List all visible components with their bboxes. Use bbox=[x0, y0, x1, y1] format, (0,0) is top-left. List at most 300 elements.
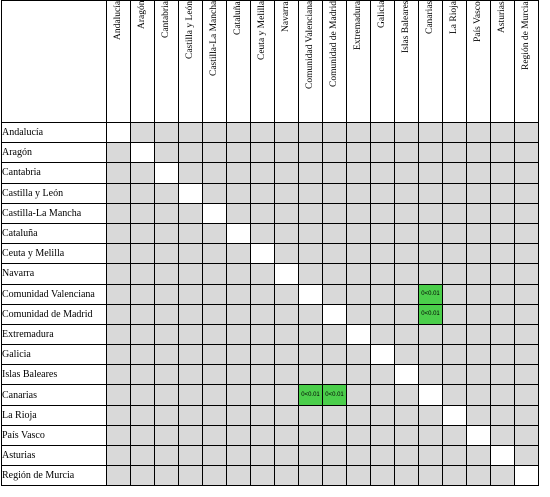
matrix-cell bbox=[155, 446, 179, 466]
matrix-cell bbox=[347, 385, 371, 405]
matrix-cell bbox=[275, 203, 299, 223]
matrix-cell bbox=[515, 284, 539, 304]
matrix-cell bbox=[179, 405, 203, 425]
matrix-cell bbox=[155, 324, 179, 344]
matrix-cell bbox=[275, 143, 299, 163]
matrix-cell bbox=[395, 223, 419, 243]
matrix-cell bbox=[347, 365, 371, 385]
matrix-cell bbox=[299, 324, 323, 344]
matrix-cell bbox=[467, 264, 491, 284]
matrix-cell bbox=[395, 405, 419, 425]
matrix-cell bbox=[299, 425, 323, 445]
matrix-cell bbox=[251, 284, 275, 304]
table-row bbox=[2, 163, 539, 183]
matrix-cell bbox=[179, 264, 203, 284]
matrix-cell bbox=[371, 324, 395, 344]
row-header-label: Galicia bbox=[2, 345, 107, 365]
matrix-cell bbox=[227, 405, 251, 425]
matrix-cell bbox=[347, 223, 371, 243]
matrix-cell bbox=[179, 446, 203, 466]
matrix-cell bbox=[395, 446, 419, 466]
matrix-cell bbox=[515, 385, 539, 405]
matrix-cell bbox=[155, 425, 179, 445]
diagonal-cell bbox=[467, 425, 491, 445]
table-row bbox=[2, 324, 539, 344]
row-header-label: Castilla y León bbox=[2, 183, 107, 203]
matrix-cell bbox=[179, 304, 203, 324]
column-header-label: La Rioja bbox=[449, 1, 459, 34]
matrix-cell bbox=[107, 163, 131, 183]
matrix-cell bbox=[275, 345, 299, 365]
matrix-cell bbox=[275, 446, 299, 466]
matrix-cell bbox=[419, 466, 443, 486]
matrix-cell bbox=[323, 324, 347, 344]
matrix-cell bbox=[227, 304, 251, 324]
matrix-cell bbox=[371, 385, 395, 405]
column-header-label: Canarias bbox=[425, 1, 435, 35]
column-header-label: Región de Murcia bbox=[521, 1, 531, 70]
matrix-cell bbox=[419, 183, 443, 203]
matrix-cell bbox=[347, 183, 371, 203]
table-row bbox=[2, 425, 539, 445]
table-row bbox=[2, 385, 539, 405]
matrix-cell bbox=[515, 264, 539, 284]
matrix-cell bbox=[443, 264, 467, 284]
row-header-label: Extremadura bbox=[2, 324, 107, 344]
matrix-cell bbox=[395, 143, 419, 163]
matrix-cell bbox=[347, 405, 371, 425]
matrix-cell bbox=[299, 466, 323, 486]
diagonal-cell bbox=[275, 264, 299, 284]
matrix-cell bbox=[155, 244, 179, 264]
matrix-cell bbox=[395, 385, 419, 405]
matrix-cell bbox=[275, 405, 299, 425]
matrix-cell bbox=[323, 284, 347, 304]
column-header-label: Cataluña bbox=[233, 1, 243, 35]
table-row bbox=[2, 365, 539, 385]
matrix-cell bbox=[395, 324, 419, 344]
matrix-cell bbox=[443, 385, 467, 405]
matrix-cell bbox=[491, 304, 515, 324]
matrix-cell bbox=[203, 466, 227, 486]
matrix-cell bbox=[491, 324, 515, 344]
matrix-cell bbox=[107, 223, 131, 243]
column-header-label: Castilla-La Mancha bbox=[209, 1, 219, 77]
column-header-label: País Vasco bbox=[473, 1, 483, 42]
matrix-cell bbox=[251, 264, 275, 284]
matrix-cell bbox=[107, 244, 131, 264]
region-pairwise-table bbox=[1, 0, 539, 486]
matrix-cell bbox=[347, 123, 371, 143]
diagonal-cell bbox=[395, 365, 419, 385]
significant-cell: 0<0.01 bbox=[299, 385, 323, 405]
matrix-cell bbox=[251, 466, 275, 486]
column-header-label: Cantabria bbox=[161, 1, 171, 38]
matrix-cell bbox=[443, 284, 467, 304]
matrix-cell bbox=[203, 365, 227, 385]
matrix-cell bbox=[179, 466, 203, 486]
matrix-cell bbox=[131, 324, 155, 344]
matrix-cell bbox=[443, 163, 467, 183]
column-header bbox=[467, 1, 491, 123]
column-header bbox=[491, 1, 515, 123]
matrix-cell bbox=[371, 123, 395, 143]
matrix-cell bbox=[347, 244, 371, 264]
matrix-body bbox=[2, 123, 539, 486]
matrix-cell bbox=[443, 244, 467, 264]
matrix-cell bbox=[275, 163, 299, 183]
matrix-cell bbox=[443, 446, 467, 466]
row-header-label: Castilla-La Mancha bbox=[2, 203, 107, 223]
table-row bbox=[2, 244, 539, 264]
matrix-cell bbox=[203, 143, 227, 163]
matrix-cell bbox=[155, 365, 179, 385]
matrix-cell bbox=[371, 365, 395, 385]
matrix-cell bbox=[155, 304, 179, 324]
significant-cell: 0<0.01 bbox=[323, 385, 347, 405]
matrix-cell bbox=[131, 203, 155, 223]
matrix-cell bbox=[419, 324, 443, 344]
matrix-cell bbox=[347, 345, 371, 365]
matrix-cell bbox=[467, 446, 491, 466]
column-header-row bbox=[2, 1, 539, 123]
matrix-cell bbox=[467, 203, 491, 223]
diagonal-cell bbox=[371, 345, 395, 365]
matrix-cell bbox=[323, 264, 347, 284]
matrix-cell bbox=[107, 284, 131, 304]
matrix-cell bbox=[203, 223, 227, 243]
matrix-cell bbox=[275, 183, 299, 203]
matrix-cell bbox=[323, 446, 347, 466]
matrix-cell bbox=[275, 385, 299, 405]
column-header bbox=[347, 1, 371, 123]
matrix-cell bbox=[179, 345, 203, 365]
matrix-cell bbox=[323, 223, 347, 243]
diagonal-cell bbox=[347, 324, 371, 344]
matrix-cell bbox=[515, 163, 539, 183]
matrix-cell bbox=[299, 446, 323, 466]
significant-cell: 0<0.01 bbox=[419, 284, 443, 304]
matrix-cell bbox=[251, 345, 275, 365]
matrix-cell bbox=[515, 324, 539, 344]
matrix-cell bbox=[299, 223, 323, 243]
matrix-cell bbox=[323, 405, 347, 425]
matrix-cell bbox=[323, 143, 347, 163]
matrix-cell bbox=[131, 385, 155, 405]
matrix-cell bbox=[491, 123, 515, 143]
matrix-cell bbox=[251, 223, 275, 243]
diagonal-cell bbox=[107, 123, 131, 143]
column-header-label: Andalucía bbox=[113, 1, 123, 41]
column-header bbox=[419, 1, 443, 123]
matrix-cell bbox=[203, 183, 227, 203]
matrix-cell bbox=[371, 244, 395, 264]
matrix-cell bbox=[467, 365, 491, 385]
column-header bbox=[227, 1, 251, 123]
matrix-cell bbox=[491, 365, 515, 385]
diagonal-cell bbox=[131, 143, 155, 163]
matrix-cell bbox=[203, 244, 227, 264]
matrix-cell bbox=[395, 425, 419, 445]
matrix-cell bbox=[131, 264, 155, 284]
matrix-cell bbox=[515, 345, 539, 365]
matrix-cell bbox=[275, 244, 299, 264]
matrix-cell bbox=[251, 203, 275, 223]
matrix-cell bbox=[299, 183, 323, 203]
table-row bbox=[2, 304, 539, 324]
column-header bbox=[155, 1, 179, 123]
matrix-cell bbox=[155, 405, 179, 425]
matrix-cell bbox=[395, 163, 419, 183]
matrix-cell bbox=[227, 425, 251, 445]
matrix-cell bbox=[227, 466, 251, 486]
matrix-cell bbox=[419, 425, 443, 445]
matrix-cell bbox=[371, 163, 395, 183]
row-header-label: Aragón bbox=[2, 143, 107, 163]
matrix-cell bbox=[107, 324, 131, 344]
matrix-cell bbox=[515, 425, 539, 445]
matrix-cell bbox=[131, 123, 155, 143]
matrix-cell bbox=[179, 324, 203, 344]
matrix-cell bbox=[203, 163, 227, 183]
matrix-cell bbox=[107, 345, 131, 365]
table-row bbox=[2, 345, 539, 365]
matrix-cell bbox=[227, 163, 251, 183]
matrix-cell bbox=[347, 284, 371, 304]
row-header-label: Canarias bbox=[2, 385, 107, 405]
matrix-cell bbox=[155, 345, 179, 365]
column-header bbox=[395, 1, 419, 123]
matrix-cell bbox=[155, 284, 179, 304]
matrix-cell bbox=[179, 163, 203, 183]
matrix-cell bbox=[179, 425, 203, 445]
matrix-cell bbox=[131, 163, 155, 183]
matrix-cell bbox=[515, 143, 539, 163]
matrix-cell bbox=[491, 466, 515, 486]
matrix-cell bbox=[251, 304, 275, 324]
matrix-cell bbox=[467, 466, 491, 486]
matrix-cell bbox=[275, 466, 299, 486]
matrix-cell bbox=[419, 244, 443, 264]
matrix-cell bbox=[251, 143, 275, 163]
column-header-label: Galicia bbox=[377, 1, 387, 29]
matrix-cell bbox=[203, 425, 227, 445]
matrix-cell bbox=[443, 143, 467, 163]
matrix-cell bbox=[323, 345, 347, 365]
matrix-cell bbox=[107, 425, 131, 445]
table-row bbox=[2, 466, 539, 486]
matrix-cell bbox=[107, 365, 131, 385]
matrix-cell bbox=[395, 304, 419, 324]
matrix-cell bbox=[203, 324, 227, 344]
matrix-cell bbox=[251, 163, 275, 183]
matrix-cell bbox=[299, 304, 323, 324]
column-header-label: Ceuta y Melilla bbox=[257, 1, 267, 61]
matrix-cell bbox=[347, 304, 371, 324]
matrix-cell bbox=[515, 244, 539, 264]
column-header-label: Comunidad de Madrid bbox=[329, 1, 339, 88]
matrix-cell bbox=[395, 466, 419, 486]
matrix-cell bbox=[443, 183, 467, 203]
matrix-cell bbox=[467, 183, 491, 203]
matrix-cell bbox=[443, 425, 467, 445]
table-row bbox=[2, 183, 539, 203]
matrix-cell bbox=[491, 264, 515, 284]
matrix-cell bbox=[299, 365, 323, 385]
matrix-cell bbox=[515, 446, 539, 466]
matrix-cell bbox=[491, 143, 515, 163]
table-row bbox=[2, 405, 539, 425]
matrix-cell bbox=[227, 345, 251, 365]
matrix-cell bbox=[131, 244, 155, 264]
matrix-cell bbox=[131, 405, 155, 425]
matrix-cell bbox=[467, 223, 491, 243]
matrix-cell bbox=[491, 203, 515, 223]
matrix-cell bbox=[419, 345, 443, 365]
matrix-cell bbox=[227, 203, 251, 223]
matrix-cell bbox=[419, 203, 443, 223]
matrix-cell bbox=[443, 466, 467, 486]
matrix-cell bbox=[515, 365, 539, 385]
matrix-cell bbox=[179, 385, 203, 405]
column-header bbox=[203, 1, 227, 123]
matrix-cell bbox=[251, 385, 275, 405]
matrix-cell bbox=[347, 264, 371, 284]
row-header-label: Ceuta y Melilla bbox=[2, 244, 107, 264]
column-header-label: Islas Baleares bbox=[401, 1, 411, 54]
matrix-cell bbox=[227, 385, 251, 405]
matrix-cell bbox=[299, 345, 323, 365]
row-header-label: País Vasco bbox=[2, 425, 107, 445]
row-header-label: Cataluña bbox=[2, 223, 107, 243]
matrix-cell bbox=[347, 446, 371, 466]
matrix-cell bbox=[395, 244, 419, 264]
column-header bbox=[323, 1, 347, 123]
matrix-cell bbox=[491, 284, 515, 304]
row-header-label: Islas Baleares bbox=[2, 365, 107, 385]
matrix-cell bbox=[515, 223, 539, 243]
matrix-cell bbox=[155, 264, 179, 284]
matrix-cell bbox=[227, 365, 251, 385]
column-header-label: Asturias bbox=[497, 1, 507, 33]
matrix-cell bbox=[467, 304, 491, 324]
matrix-cell bbox=[443, 345, 467, 365]
matrix-cell bbox=[419, 264, 443, 284]
matrix-cell bbox=[371, 264, 395, 284]
matrix-cell bbox=[371, 304, 395, 324]
diagonal-cell bbox=[443, 405, 467, 425]
matrix-cell bbox=[515, 304, 539, 324]
matrix-cell bbox=[107, 405, 131, 425]
matrix-cell bbox=[299, 405, 323, 425]
matrix-cell bbox=[467, 123, 491, 143]
column-header bbox=[443, 1, 467, 123]
matrix-cell bbox=[419, 143, 443, 163]
row-header-label: Navarra bbox=[2, 264, 107, 284]
matrix-cell bbox=[323, 365, 347, 385]
diagonal-cell bbox=[227, 223, 251, 243]
matrix-cell bbox=[275, 304, 299, 324]
matrix-cell bbox=[299, 264, 323, 284]
matrix-cell bbox=[371, 425, 395, 445]
matrix-cell bbox=[179, 123, 203, 143]
matrix-cell bbox=[275, 123, 299, 143]
corner-cell bbox=[2, 1, 107, 123]
matrix-cell bbox=[299, 123, 323, 143]
matrix-cell bbox=[443, 123, 467, 143]
matrix-cell bbox=[203, 284, 227, 304]
matrix-cell bbox=[371, 446, 395, 466]
matrix-cell bbox=[467, 163, 491, 183]
matrix-cell bbox=[515, 405, 539, 425]
matrix-cell bbox=[227, 284, 251, 304]
column-header-label: Extremadura bbox=[353, 1, 363, 51]
matrix-cell bbox=[203, 304, 227, 324]
row-header-label: Región de Murcia bbox=[2, 466, 107, 486]
matrix-cell bbox=[419, 123, 443, 143]
matrix-cell bbox=[395, 345, 419, 365]
matrix-cell bbox=[179, 244, 203, 264]
matrix-cell bbox=[347, 466, 371, 486]
matrix-cell bbox=[251, 405, 275, 425]
column-header bbox=[131, 1, 155, 123]
matrix-cell bbox=[227, 183, 251, 203]
matrix-cell bbox=[107, 304, 131, 324]
matrix-cell bbox=[419, 163, 443, 183]
matrix-cell bbox=[275, 284, 299, 304]
matrix-cell bbox=[323, 163, 347, 183]
matrix-cell bbox=[467, 324, 491, 344]
matrix-cell bbox=[155, 223, 179, 243]
matrix-cell bbox=[251, 446, 275, 466]
matrix-cell bbox=[419, 223, 443, 243]
matrix-cell bbox=[515, 183, 539, 203]
matrix-cell bbox=[371, 405, 395, 425]
matrix-cell bbox=[347, 425, 371, 445]
matrix-cell bbox=[323, 425, 347, 445]
matrix-cell bbox=[491, 183, 515, 203]
matrix-cell bbox=[395, 284, 419, 304]
matrix-cell bbox=[491, 345, 515, 365]
matrix-cell bbox=[107, 183, 131, 203]
diagonal-cell bbox=[155, 163, 179, 183]
matrix-cell bbox=[467, 345, 491, 365]
matrix-cell bbox=[227, 264, 251, 284]
matrix-cell bbox=[155, 385, 179, 405]
matrix-cell bbox=[443, 324, 467, 344]
matrix-cell bbox=[179, 203, 203, 223]
matrix-cell bbox=[323, 466, 347, 486]
diagonal-cell bbox=[203, 203, 227, 223]
matrix-cell bbox=[443, 304, 467, 324]
matrix-cell bbox=[131, 284, 155, 304]
matrix-cell bbox=[203, 446, 227, 466]
matrix-cell bbox=[347, 163, 371, 183]
matrix-cell bbox=[515, 203, 539, 223]
matrix-cell bbox=[155, 123, 179, 143]
matrix-cell bbox=[251, 425, 275, 445]
table-row bbox=[2, 264, 539, 284]
matrix-cell bbox=[227, 446, 251, 466]
diagonal-cell bbox=[491, 446, 515, 466]
matrix-cell bbox=[443, 223, 467, 243]
matrix-cell bbox=[323, 244, 347, 264]
matrix-cell bbox=[275, 365, 299, 385]
diagonal-cell bbox=[179, 183, 203, 203]
matrix-cell bbox=[275, 425, 299, 445]
row-header-label: Cantabria bbox=[2, 163, 107, 183]
significant-cell: 0<0.01 bbox=[419, 304, 443, 324]
